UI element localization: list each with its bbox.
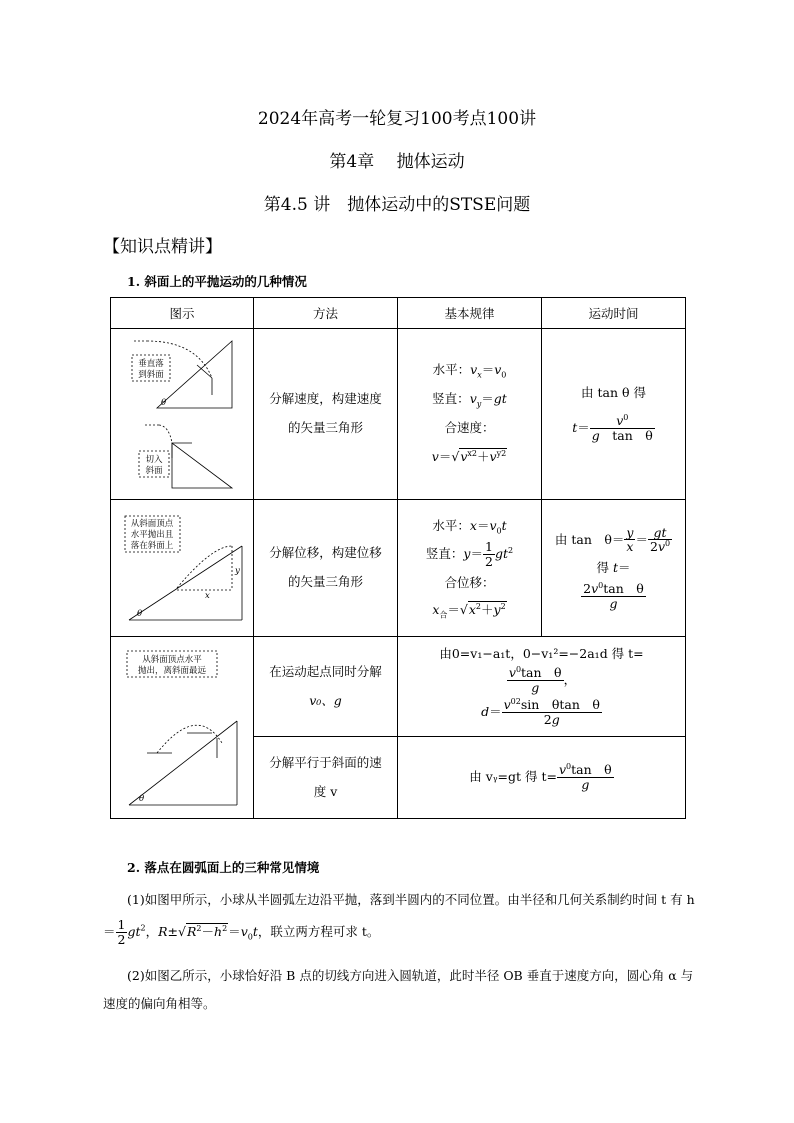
heading-2: 2. 落点在圆弧面上的三种常见情境 — [127, 860, 320, 875]
method-cell-4 — [254, 737, 398, 819]
method-text-1: 分解速度，构建速度的矢量三角形 — [269, 391, 382, 435]
rule-vertical-1: 竖直：$v_y=gt$ — [432, 391, 507, 409]
diagram-cell-2 — [111, 500, 254, 637]
method-cell-2 — [254, 500, 398, 637]
incline-diagram-2 — [117, 508, 247, 628]
method-cell-1 — [254, 329, 398, 500]
diagram-cell-1 — [111, 329, 254, 500]
rule-t-frac-3: $\frac{v^0\tan \theta}{g}$ ， — [508, 664, 577, 695]
paragraph-2: (2)如图乙所示，小球恰好沿 B 点的切线方向进入圆轨道，此时半径 OB 垂直于速度方向，圆心角 α 与 — [127, 968, 694, 983]
diagram-label-top: 从斜面顶点水平抛出且落在斜面上 — [130, 519, 174, 551]
rule-text-3b: 由 vᵧ=gt 得 t= $\frac{v^0\tan \theta}{g}$ — [469, 762, 612, 793]
svg-text:y: y — [235, 566, 240, 576]
paragraph-2b: 速度的偏向角相等。 — [103, 996, 216, 1011]
header-rule: 基本规律 — [398, 298, 542, 329]
svg-text:θ: θ — [137, 609, 143, 619]
rule-vertical-2: 竖直：y＝ $\frac{1}{2}$ $gt^2$ — [425, 539, 514, 569]
rule-resultant-2: 合位移： — [444, 574, 495, 590]
paragraph-1-formula: ＝ $\frac{1}{2}$ $gt^2$，$R\pm√R^2-h^2=v_0t$，联立两方程可求 t。 — [103, 917, 380, 947]
rule-cell-3 — [398, 637, 686, 737]
rule-cell-4 — [398, 737, 686, 819]
diagram-label-tangent: 切入斜面 — [145, 455, 163, 476]
section-label: 【知识点精讲】 — [103, 237, 222, 257]
time-result-2b: $\frac{2v^0\tan \theta}{g}$ — [583, 580, 644, 611]
diagram-label-perp: 垂直落到斜面 — [138, 359, 164, 380]
heading-1: 1. 斜面上的平抛运动的几种情况 — [127, 274, 307, 289]
time-result-1: t＝ $\frac{v^0}{\text{g tan θ}}$ — [572, 413, 653, 444]
header-diagram: 图示 — [111, 298, 254, 329]
incline-diagram-3 — [117, 643, 247, 813]
rule-resultant-1: 合速度： — [444, 420, 495, 436]
rule-resultant-formula-2: $x_合=√x^2+y^2$ — [432, 601, 506, 620]
rule-horizontal-2: 水平：$x=v_0t$ — [432, 517, 507, 536]
time-result-2: 得 t＝ — [596, 560, 631, 576]
rule-resultant-formula-1: $v=√v^{x2}+v^{y2}$ — [431, 448, 507, 464]
rule-text-3a: 由0=v₁−a₁t，0−v₁²=−2a₁d 得 t= — [439, 646, 644, 662]
time-eq-1: 由 tan θ 得 — [581, 384, 646, 400]
rule-cell-2 — [398, 500, 542, 637]
header-method: 方法 — [254, 298, 398, 329]
diagram-label-farthest: 从斜面顶点水平抛出，离斜面最远 — [137, 654, 207, 676]
time-cell-2 — [542, 500, 686, 637]
chapter-title: 第4章 抛体运动 — [329, 152, 465, 172]
rule-cell-1 — [398, 329, 542, 500]
method-text-2: 分解位移，构建位移的矢量三角形 — [269, 545, 382, 589]
incline-diagram-1 — [117, 333, 247, 495]
svg-text:θ: θ — [139, 793, 145, 804]
method-text-3a: 在运动起点同时分解 — [269, 663, 382, 679]
paragraph-1: (1)如图甲所示，小球从半圆弧左边沿平抛，落到半圆内的不同位置。由半径和几何关系制约时间 t 有 h — [127, 892, 695, 907]
lecture-title: 第4.5 讲 抛体运动中的STSE问题 — [263, 195, 531, 215]
method-text-3a2: v₀、g — [309, 692, 342, 708]
method-text-3b: 分解平行于斜面的速度 v — [269, 754, 382, 799]
incline-table — [110, 297, 686, 819]
svg-text:θ: θ — [161, 398, 167, 408]
doc-title: 2024年高考一轮复习100考点100讲 — [257, 109, 537, 129]
method-cell-3 — [254, 637, 398, 737]
time-cell-1 — [542, 329, 686, 500]
time-eq-2: 由 tan θ＝ $\frac{y}{x}$ ＝ $\frac{gt}{2v^0}$ — [554, 524, 671, 555]
rule-d-3: d＝ $\frac{v^{02}\sin \theta\tan \theta}{2g}$ — [481, 697, 600, 728]
diagram-cell-3 — [111, 637, 254, 819]
svg-text:x: x — [205, 591, 210, 601]
header-time: 运动时间 — [542, 298, 686, 329]
rule-horizontal-1: 水平：$v_x=v_0$ — [432, 362, 507, 380]
